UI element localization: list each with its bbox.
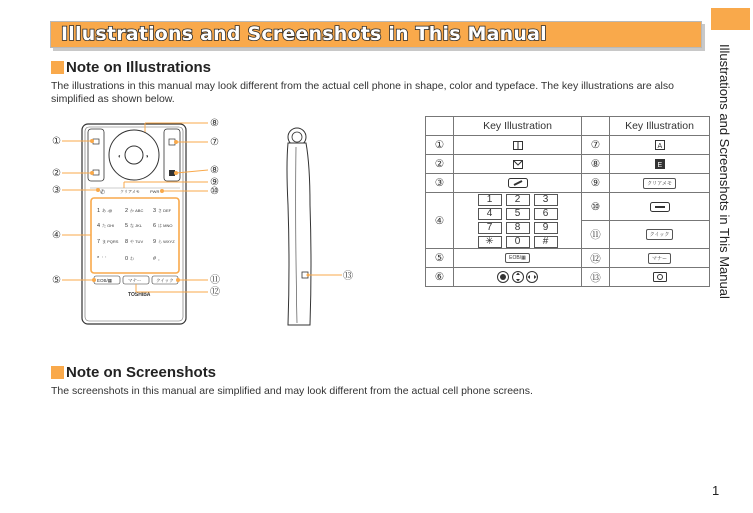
page-title: Illustrations and Screenshots in This Manual [61,23,547,45]
svg-text:マナー: マナー [128,278,142,283]
table-header-row [426,117,710,136]
callout-7: ⑦ [210,137,219,148]
svg-text:な JKL: な JKL [130,223,143,228]
svg-text:た GHI: た GHI [102,223,115,228]
end-key-icon [650,202,670,212]
callout-5: ⑤ [52,275,61,286]
clear-memo-key-icon: クリアメモ [643,178,676,189]
svg-text:あ .@: あ .@ [102,208,113,213]
svg-text:や TUV: や TUV [130,239,144,244]
table-row: ① ⑦ A [426,136,710,155]
up-down-key-icon [512,271,524,283]
e-key-icon [655,159,665,169]
svg-text:8: 8 [125,239,129,245]
svg-text:#: # [153,256,157,262]
svg-text:6: 6 [153,223,157,229]
svg-text:ﾟ ﾞ: ﾟ ﾞ [102,256,108,261]
svg-text:7: 7 [97,239,101,245]
svg-text:9: 9 [153,239,157,245]
quick-key-icon: クイック [646,229,674,240]
table-row: ⑪ クイック [426,221,710,249]
svg-text:わ: わ [130,256,134,261]
mail-key-icon [513,160,523,169]
callout-4: ④ [52,230,61,241]
page-number: 1 [712,483,720,498]
side-tab [711,8,750,30]
svg-text:か ABC: か ABC [130,208,144,213]
callout-10: ⑩ [210,186,219,197]
section-body-screenshots: The screenshots in this manual are simplified and may look different from the actual cell phone screens. [51,385,533,397]
svg-text:。: 。 [158,256,162,261]
svg-text:*: * [97,256,100,262]
table-row: ⑥ ⑬ [426,268,710,287]
table-row: ② ⑧ E [426,155,710,174]
svg-text:5: 5 [125,223,129,229]
manner-key-icon: マナー [648,253,671,264]
svg-text:◑: ◑ [145,154,149,160]
section-heading-illustrations: Note on Illustrations [66,59,212,76]
callout-9: ⑨ [210,177,219,188]
svg-text:ま PQRS: ま PQRS [102,239,119,244]
svg-text:0: 0 [125,256,129,262]
svg-text:A: A [657,143,662,151]
svg-text:4: 4 [97,223,101,229]
callout-12: ⑫ [210,287,220,298]
svg-text:EOB/▦: EOB/▦ [97,278,113,283]
svg-text:クリアメモ: クリアメモ [120,189,140,194]
svg-text:2: 2 [125,208,129,214]
camera-key-icon [653,272,667,282]
svg-text:クイック: クイック [156,278,174,283]
svg-text:3: 3 [153,208,157,214]
key-illustration-table [425,116,710,287]
table-row: ③ ⑨ クリアメモ [426,174,710,193]
svg-text:TOSHIBA: TOSHIBA [128,292,151,298]
a-key-icon [655,140,665,150]
callout-8: ⑧ [210,165,219,176]
callout-11: ⑪ [210,275,220,286]
center-key-icon [497,271,509,283]
svg-text:✆: ✆ [100,190,106,196]
svg-text:1: 1 [97,208,101,214]
section-body-illustrations: The illustrations in this manual may look different from the actual cell phone in shape, color and typeface. The key illustrations are also simplified as shown below. [51,80,674,105]
side-tab-label: Illustrations and Screenshots in This Manual [717,44,732,299]
header-key-illustration-2: Key Illustration [610,117,710,136]
svg-text:さ DEF: さ DEF [158,208,172,213]
section-heading-screenshots: Note on Screenshots [66,364,217,381]
phone-front-illustration [50,115,225,330]
dial-keypad-icon: 1 2 3 4 5 6 7 8 9 ✳ 0 # [478,194,558,248]
callout-2: ② [52,168,61,179]
phonebook-key-icon [513,141,523,150]
svg-text:◐: ◐ [118,154,122,160]
svg-text:E: E [657,162,662,170]
header-key-illustration: Key Illustration [454,117,582,136]
table-row: ⑤ EOB/▦ ⑫ マナー [426,249,710,268]
phone-side-illustration [270,125,360,330]
svg-text:ら WXYZ: ら WXYZ [158,239,175,244]
callout-1: ① [52,136,61,147]
svg-text:は MNO: は MNO [158,223,173,228]
svg-text:PWR: PWR [150,189,160,194]
call-key-icon [508,178,528,188]
section-bullet-icon [51,61,64,74]
section-bullet-icon [51,366,64,379]
eob-key-icon: EOB/▦ [505,253,530,263]
callout-3: ③ [52,185,61,196]
callout-13: ⑬ [343,271,353,282]
page-title-bar [50,21,702,48]
left-right-key-icon [526,271,538,283]
callout-8-top: ⑧ [210,118,219,129]
table-row: ④ 1 2 3 4 5 6 7 8 9 ✳ 0 # ⑩ [426,193,710,221]
